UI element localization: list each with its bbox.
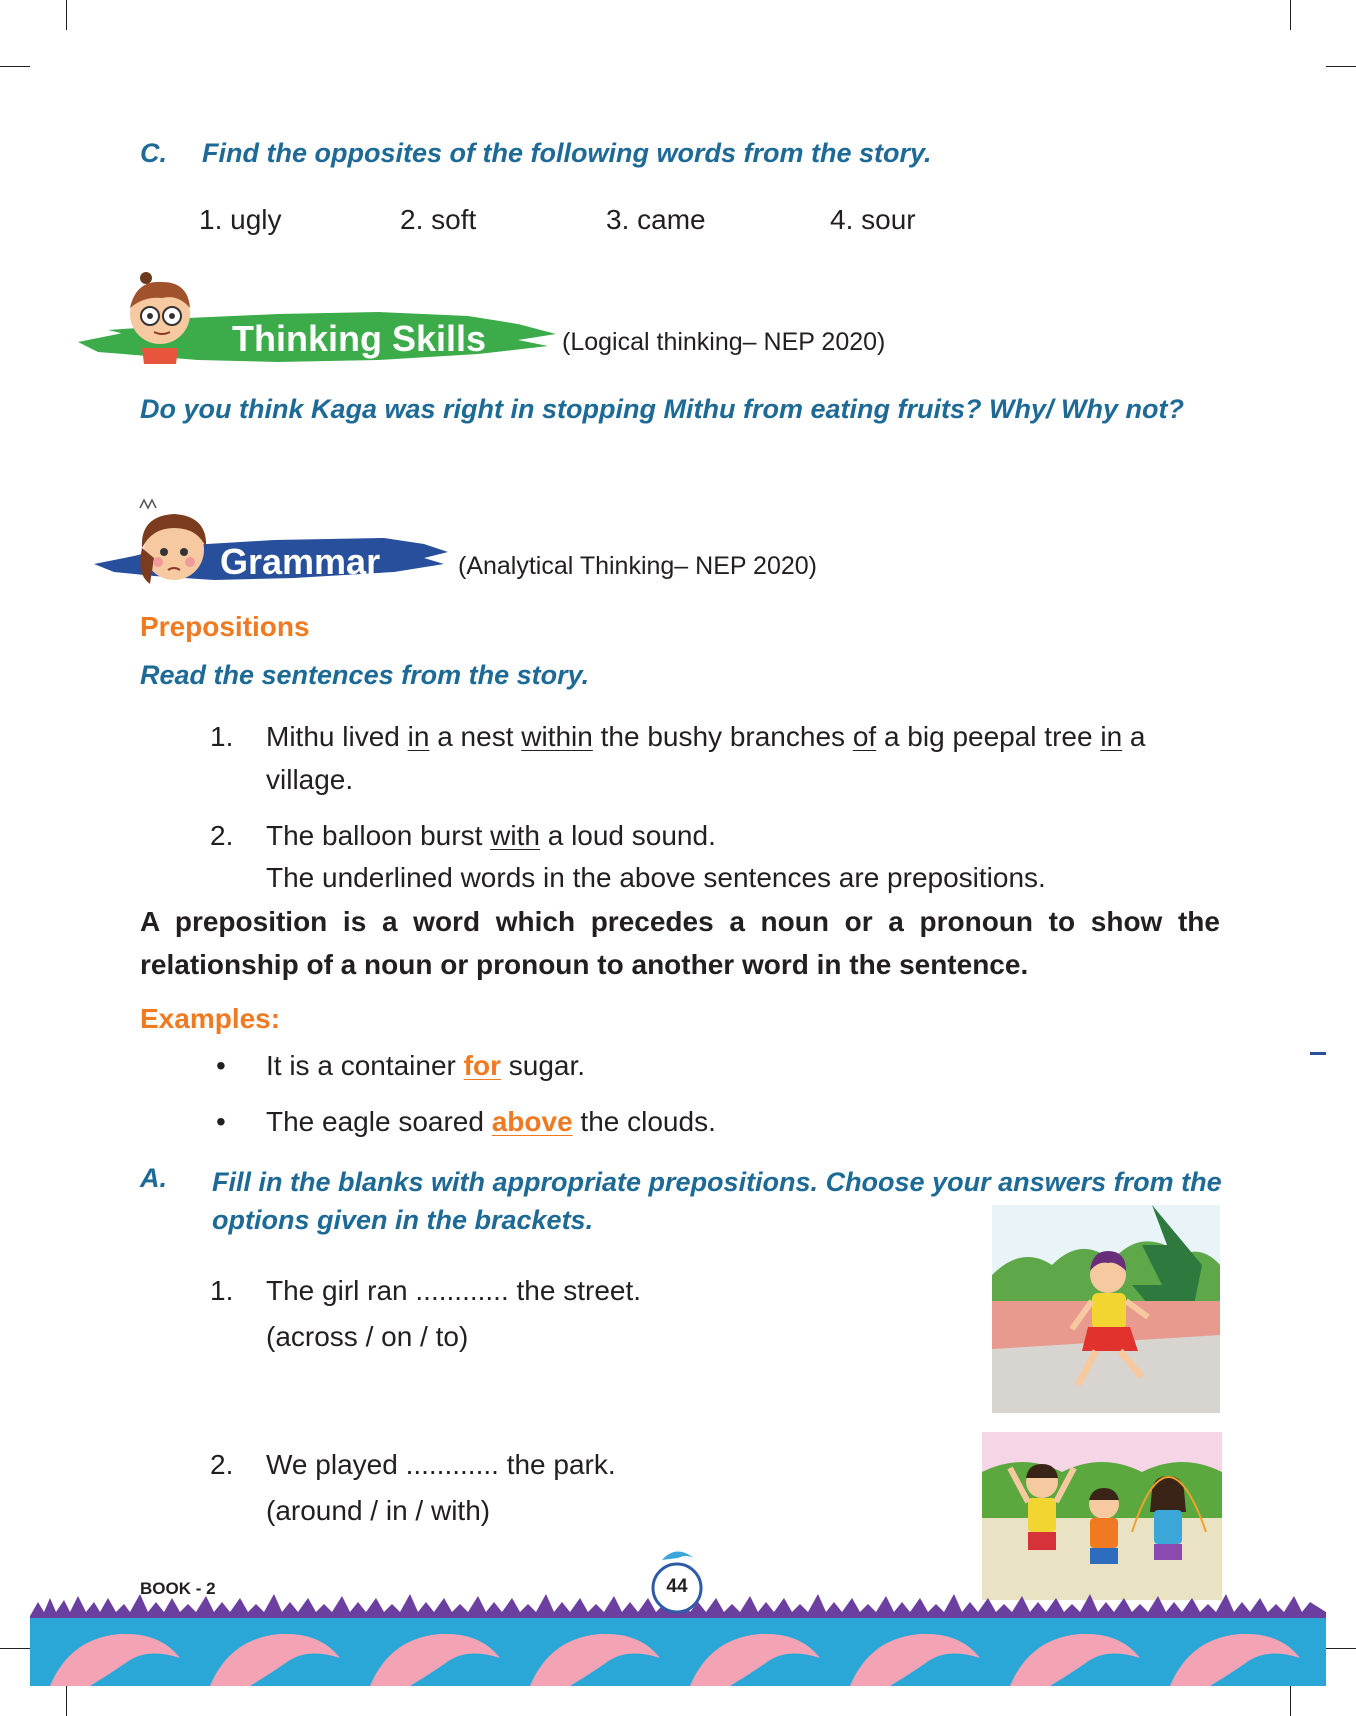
crop-mark xyxy=(1290,1686,1291,1716)
bullet-icon: • xyxy=(216,1050,226,1081)
child-figure-icon xyxy=(1089,1488,1119,1564)
example-item xyxy=(266,1050,585,1082)
grammar-title: Grammar xyxy=(220,541,381,582)
opposite-word: 1. ugly xyxy=(199,204,282,235)
preposition-underlined: in xyxy=(407,721,430,752)
book-label: BOOK - 2 xyxy=(140,1579,216,1598)
text-part: a nest xyxy=(429,721,522,752)
crop-mark xyxy=(0,66,30,67)
text-part: the clouds. xyxy=(572,1106,716,1137)
preposition-underlined: within xyxy=(521,721,593,752)
sentence-2-followup: The underlined words in the above sentences are prepositions. xyxy=(266,862,1046,893)
thinking-skills-title: Thinking Skills xyxy=(232,318,487,359)
exercise-number: 2. xyxy=(210,1449,234,1480)
page-number: 44 xyxy=(666,1576,688,1597)
examples-label: Examples: xyxy=(140,1003,281,1034)
preposition-underlined: of xyxy=(852,721,877,752)
crop-mark xyxy=(1326,1648,1356,1649)
example-preposition: for xyxy=(463,1050,501,1081)
exercise-a-heading: Fill in the blanks with appropriate prepositions. Choose your answers from the options given in the brackets. xyxy=(212,1167,1222,1235)
thinking-skills-note: (Logical thinking– NEP 2020) xyxy=(562,328,886,356)
text-part: the bushy branches xyxy=(592,721,853,752)
bullet-icon: • xyxy=(216,1106,226,1137)
preposition-underlined: with xyxy=(490,820,540,851)
exercise-number: 1. xyxy=(210,1275,234,1306)
text-part: a loud sound. xyxy=(539,820,716,851)
example-preposition: above xyxy=(491,1106,573,1137)
crop-mark xyxy=(66,1686,67,1716)
example-item xyxy=(266,1106,716,1138)
sentence-number: 1. xyxy=(210,721,234,752)
text-part: sugar. xyxy=(500,1050,586,1081)
preposition-underlined: in xyxy=(1100,721,1123,752)
text-part: a village. xyxy=(266,721,1146,795)
opposite-word: 4. sour xyxy=(830,204,916,235)
opposite-word: 3. came xyxy=(606,204,706,235)
exercise-sentence: We played ............ the park. xyxy=(266,1449,616,1480)
exercise-sentence: The girl ran ............ the street. xyxy=(266,1275,642,1306)
crop-mark xyxy=(1326,66,1356,67)
text-part: The balloon burst xyxy=(266,820,491,851)
children-playing-illustration xyxy=(982,1432,1222,1600)
instruction-text: Read the sentences from the story. xyxy=(140,660,590,690)
text-part: Mithu lived xyxy=(266,721,408,752)
section-c-letter: C. xyxy=(140,138,167,168)
sentence-1 xyxy=(266,715,1226,801)
crop-mark xyxy=(0,1648,30,1649)
section-c-heading: Find the opposites of the following words from the story. xyxy=(202,138,932,168)
exercise-options: (around / in / with) xyxy=(266,1495,491,1526)
crop-mark xyxy=(66,0,67,30)
sentence-number: 2. xyxy=(210,820,234,851)
exercise-a-letter: A. xyxy=(140,1163,167,1193)
definition: A preposition is a word which precedes a noun or a pronoun to show the relationship of a noun or pronoun to another word in the sentence. xyxy=(140,906,1220,980)
thinking-skills-question: Do you think Kaga was right in stopping Mithu from eating fruits? Why/ Why not? xyxy=(140,394,1184,424)
text-part: a big peepal tree xyxy=(876,721,1101,752)
margin-mark xyxy=(1310,1052,1326,1055)
grammar-note: (Analytical Thinking– NEP 2020) xyxy=(458,552,817,580)
topic-heading: Prepositions xyxy=(140,611,310,642)
text-part: The eagle soared xyxy=(266,1106,492,1137)
text-part: It is a container xyxy=(266,1050,464,1081)
crop-mark xyxy=(1290,0,1291,30)
sentence-2 xyxy=(266,820,716,852)
girl-running-illustration xyxy=(992,1205,1220,1413)
exercise-options: (across / on / to) xyxy=(266,1321,469,1352)
opposite-word: 2. soft xyxy=(400,204,477,235)
